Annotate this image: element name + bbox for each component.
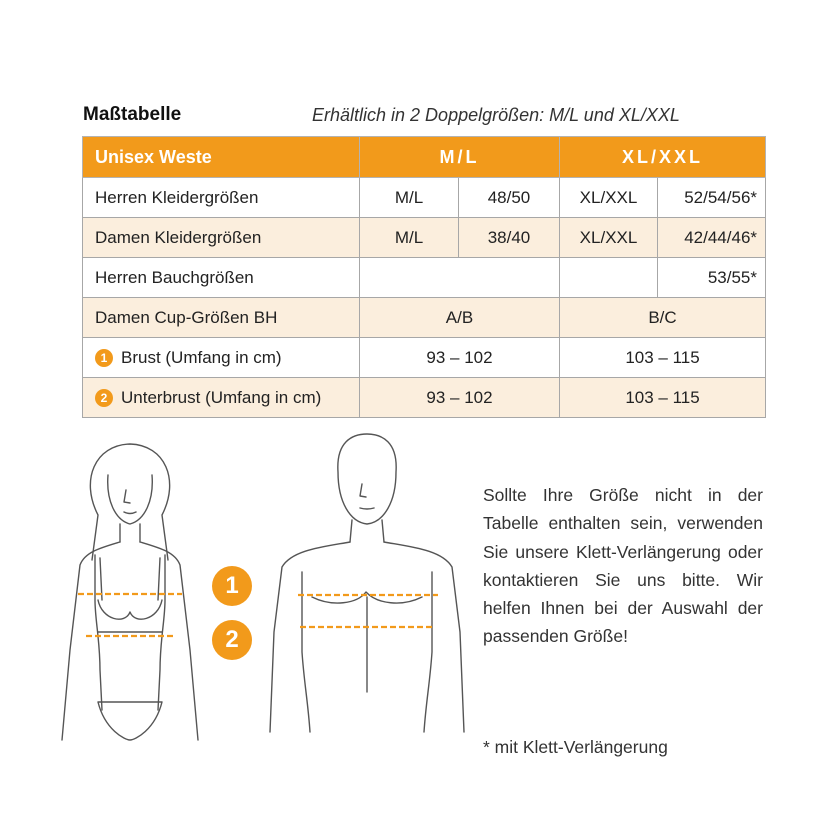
measure-badge-2: 2 <box>212 620 252 660</box>
table-row <box>83 178 766 218</box>
cell: 103 – 115 <box>560 378 766 418</box>
number-badge: 2 <box>95 389 113 407</box>
page-title: Maßtabelle <box>83 104 182 125</box>
cell: 93 – 102 <box>360 378 560 418</box>
cell: B/C <box>560 298 766 338</box>
table-row <box>83 258 766 298</box>
cell: XL/XXL <box>560 178 658 218</box>
row-label-cell <box>83 378 360 418</box>
header-label: Unisex Weste <box>83 137 360 178</box>
female-figure <box>40 440 220 750</box>
table-row <box>83 298 766 338</box>
row-label: Brust (Umfang in cm) <box>121 347 282 367</box>
cell-empty <box>560 258 658 298</box>
table-header-row <box>83 137 766 178</box>
footnote: * mit Klett-Verlängerung <box>483 737 668 757</box>
number-badge: 1 <box>95 349 113 367</box>
page-subtitle: Erhältlich in 2 Doppelgrößen: M/L und XL/XXL <box>312 105 680 125</box>
male-figure <box>262 432 472 742</box>
cell: M/L <box>360 178 459 218</box>
table-row <box>83 218 766 258</box>
cell: 38/40 <box>459 218 560 258</box>
cell: 53/55* <box>658 258 766 298</box>
row-label: Herren Bauchgrößen <box>83 258 360 298</box>
size-table <box>82 136 766 418</box>
cell: 48/50 <box>459 178 560 218</box>
cell: XL/XXL <box>560 218 658 258</box>
cell: 52/54/56* <box>658 178 766 218</box>
row-label: Damen Kleidergrößen <box>83 218 360 258</box>
row-label: Damen Cup-Größen BH <box>83 298 360 338</box>
cell-empty <box>360 258 560 298</box>
cell: 42/44/46* <box>658 218 766 258</box>
measure-badge-1: 1 <box>212 566 252 606</box>
size-note: Sollte Ihre Größe nicht in der Tabelle enthalten sein, verwenden Sie unsere Klett-Verlängerung oder kontaktieren Sie uns bitte. Wir helfen Ihnen bei der Auswahl der passenden Größe! <box>483 485 763 647</box>
cell: 103 – 115 <box>560 338 766 378</box>
cell: 93 – 102 <box>360 338 560 378</box>
row-label: Herren Kleidergrößen <box>83 178 360 218</box>
table-row <box>83 338 766 378</box>
cell: A/B <box>360 298 560 338</box>
row-label-cell <box>83 338 360 378</box>
cell: M/L <box>360 218 459 258</box>
header-group-ml: M/L <box>360 137 560 178</box>
table-row <box>83 378 766 418</box>
row-label: Unterbrust (Umfang in cm) <box>121 387 322 407</box>
header-group-xl: XL/XXL <box>560 137 766 178</box>
